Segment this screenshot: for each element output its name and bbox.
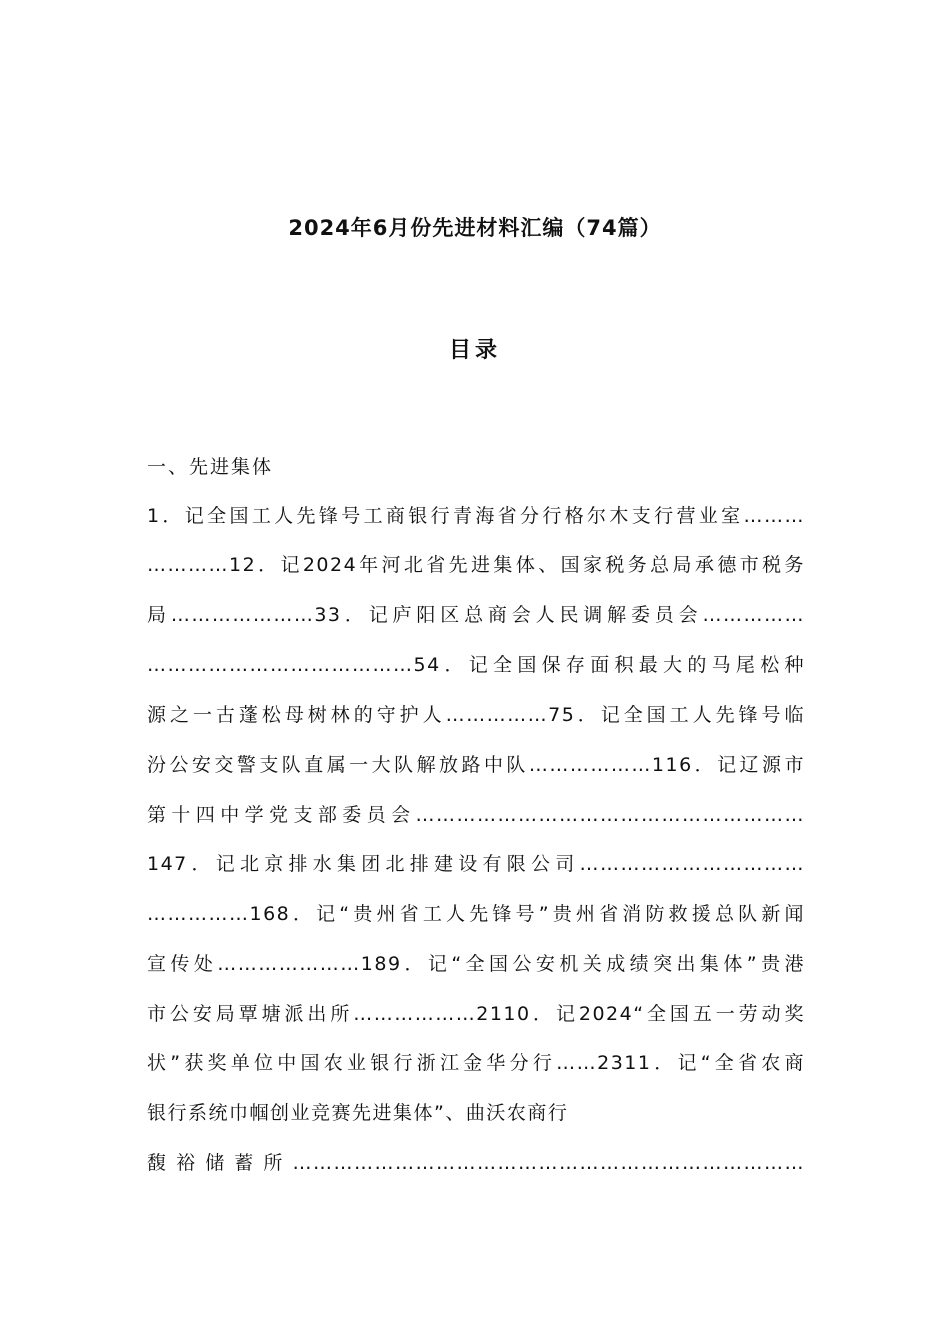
toc-heading: 目录 bbox=[448, 338, 501, 363]
toc-line: 宣传处…………………189．记“全国公安机关成绩突出集体”贵港 bbox=[147, 953, 805, 975]
toc-line: 汾公安交警支队直属一大队解放路中队………………116．记辽源市 bbox=[147, 754, 805, 776]
document-title: 2024年6月份先进材料汇编（74篇） bbox=[288, 216, 662, 240]
toc-line: 147．记北京排水集团北排建设有限公司…………………………… bbox=[147, 853, 805, 875]
toc-line: 局…………………33．记庐阳区总商会人民调解委员会…………… bbox=[147, 604, 805, 626]
toc-line: 馥裕储蓄所………………………………………………………………… bbox=[147, 1152, 805, 1174]
toc-line: 银行系统巾帼创业竞赛先进集体”、曲沃农商行 bbox=[147, 1102, 569, 1124]
toc-line: 第十四中学党支部委员会………………………………………………… bbox=[147, 804, 805, 826]
toc-line: …………………………………54．记全国保存面积最大的马尾松种 bbox=[147, 654, 805, 676]
toc-line: 市公安局覃塘派出所………………2110．记2024“全国五一劳动奖 bbox=[147, 1003, 805, 1025]
toc-line: …………12．记2024年河北省先进集体、国家税务总局承德市税务 bbox=[147, 554, 805, 576]
toc-line: 1．记全国工人先锋号工商银行青海省分行格尔木支行营业室……… bbox=[147, 505, 805, 527]
toc-line: ……………168．记“贵州省工人先锋号”贵州省消防救援总队新闻 bbox=[147, 903, 805, 925]
toc-line: 源之一古蓬松母树林的守护人……………75．记全国工人先锋号临 bbox=[147, 704, 805, 726]
section-heading: 一、先进集体 bbox=[147, 456, 274, 478]
toc-line: 状”获奖单位中国农业银行浙江金华分行……2311．记“全省农商 bbox=[147, 1052, 805, 1074]
